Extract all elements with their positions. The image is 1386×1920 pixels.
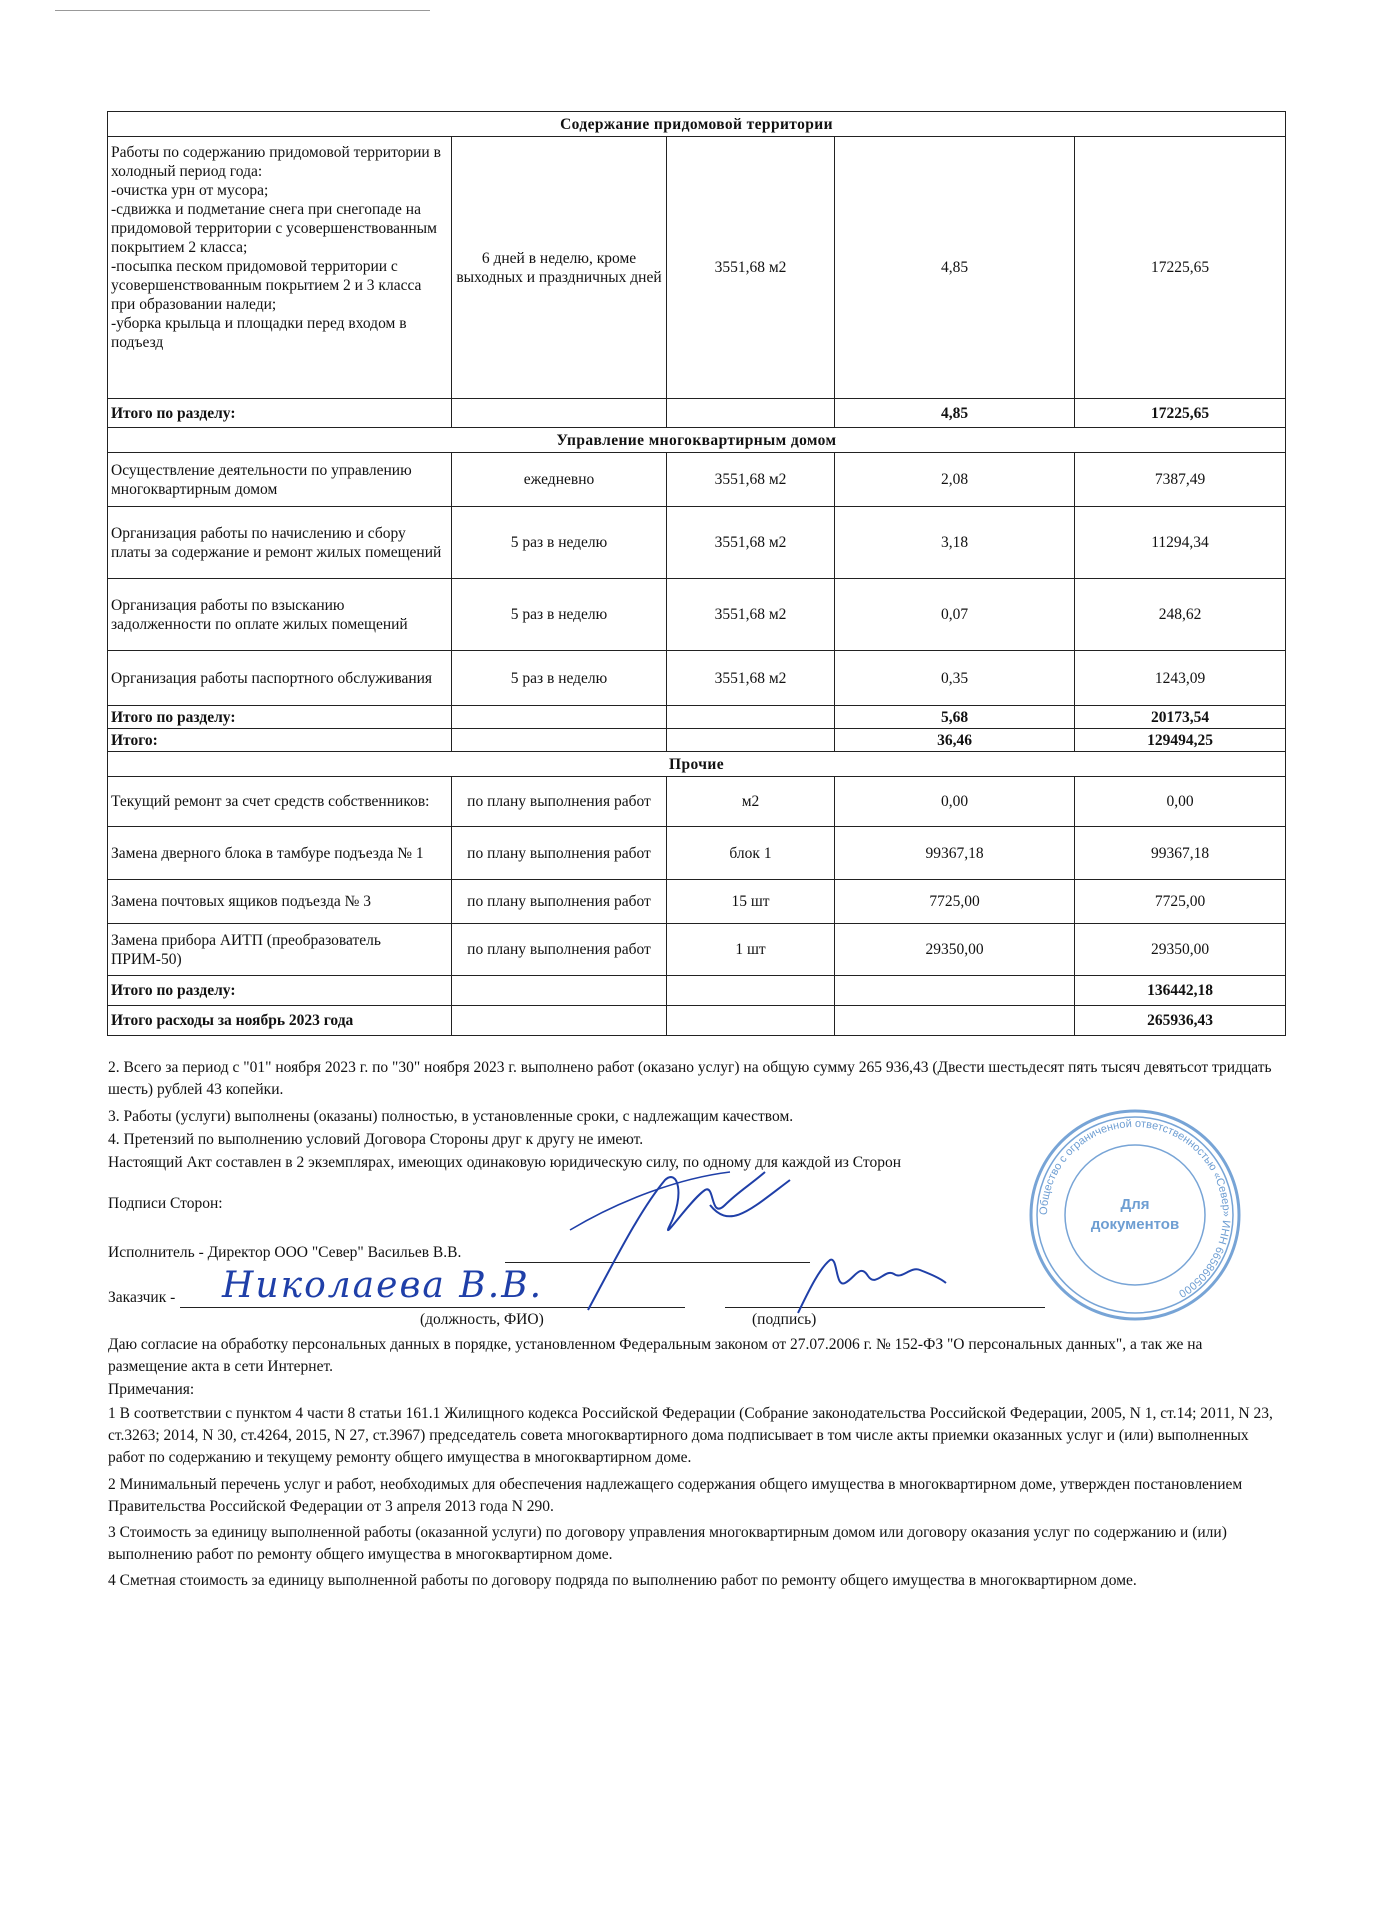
work-name: Организация работы паспортного обслуживания	[108, 651, 452, 706]
caption-position: (должность, ФИО)	[420, 1311, 544, 1328]
section-total-row	[108, 976, 1286, 1006]
note-1: 1 В соответствии с пунктом 4 части 8 статьи 161.1 Жилищного кодекса Российской Федерации (Собрание законодательства Российской Федерации, 2005, N 1, ст.14; 2011, N 23, ст.3263; 2014, N 30, ст.4264, 2015, N 27, ст.3967) председатель совета многоквартирного дома подписывает в том числе акты приемки оказанных услуг и (или) выполненных работ по содержанию и текущему ремонту общего имущества в многоквартирном доме.	[108, 1405, 1273, 1466]
section-total-row	[108, 399, 1286, 428]
customer-handwritten-name: Николаева В.В.	[222, 1265, 544, 1306]
work-rate: 7725,00	[835, 880, 1075, 924]
grand-total-sum: 129494,25	[1075, 729, 1286, 752]
table-row	[108, 880, 1286, 924]
consent-paragraph: Даю согласие на обработку персональных данных в порядке, установленном Федеральным законом от 27.07.2006 г. № 152-ФЗ "О персональных данных", а так же на размещение акта в сети Интернет.	[108, 1336, 1203, 1375]
quality-paragraph: 3. Работы (услуги) выполнены (оказаны) полностью, в установленные сроки, с надлежащим качеством.	[108, 1108, 794, 1125]
grand-total-rate: 36,46	[835, 729, 1075, 752]
total-sum: 20173,54	[1075, 706, 1286, 729]
section-title: Содержание придомовой территории	[108, 112, 1286, 137]
grand-total-row	[108, 729, 1286, 752]
work-frequency: 5 раз в неделю	[452, 651, 667, 706]
work-frequency: 6 дней в неделю, кроме выходных и праздничных дней	[452, 137, 667, 399]
work-area: 3551,68 м2	[667, 651, 835, 706]
total-rate: 4,85	[835, 399, 1075, 428]
total-amount-paragraph: 2. Всего за период с "01" ноября 2023 г. по "30" ноября 2023 г. выполнено работ (оказано услуг) на общую сумму 265 936,43 (Двести шестьдесят пять тысяч девятьсот тридцать шесть) рублей 43 копейки.	[108, 1059, 1272, 1098]
work-area: 1 шт	[667, 924, 835, 976]
work-rate: 0,35	[835, 651, 1075, 706]
work-sum: 1243,09	[1075, 651, 1286, 706]
work-sum: 248,62	[1075, 579, 1286, 651]
work-name: Текущий ремонт за счет средств собственников:	[108, 777, 452, 827]
work-area: м2	[667, 777, 835, 827]
company-stamp	[1025, 1105, 1245, 1325]
work-rate: 3,18	[835, 507, 1075, 579]
table-row	[108, 827, 1286, 880]
section-title: Прочие	[108, 752, 1286, 777]
no-claims-paragraph: 4. Претензий по выполнению условий Договора Стороны друг к другу не имеют.	[108, 1131, 644, 1148]
total-sum: 17225,65	[1075, 399, 1286, 428]
stamp-text-2: документов	[1090, 1216, 1180, 1233]
work-area: 3551,68 м2	[667, 137, 835, 399]
table-row	[108, 777, 1286, 827]
table-row	[108, 453, 1286, 507]
work-frequency: 5 раз в неделю	[452, 507, 667, 579]
work-rate: 99367,18	[835, 827, 1075, 880]
notes-heading: Примечания:	[108, 1381, 195, 1398]
table-row	[108, 137, 1286, 399]
work-rate: 0,00	[835, 777, 1075, 827]
month-total-label: Итого расходы за ноябрь 2023 года	[108, 1006, 452, 1036]
top-rule	[55, 10, 430, 11]
work-sum: 0,00	[1075, 777, 1286, 827]
work-frequency: по плану выполнения работ	[452, 777, 667, 827]
work-sum: 11294,34	[1075, 507, 1286, 579]
work-sum: 29350,00	[1075, 924, 1286, 976]
work-frequency: ежедневно	[452, 453, 667, 507]
section-header	[108, 428, 1286, 453]
work-rate: 29350,00	[835, 924, 1075, 976]
total-rate: 5,68	[835, 706, 1075, 729]
table-row	[108, 651, 1286, 706]
total-label: Итого по разделу:	[108, 706, 452, 729]
total-sum: 136442,18	[1075, 976, 1286, 1006]
month-total-row	[108, 1006, 1286, 1036]
executor-signature	[560, 1160, 820, 1315]
work-name: Замена прибора АИТП (преобразователь ПРИМ-50)	[108, 924, 452, 976]
work-rate: 4,85	[835, 137, 1075, 399]
work-frequency: по плану выполнения работ	[452, 924, 667, 976]
note-3: 3 Стоимость за единицу выполненной работы (оказанной услуги) по договору управления многоквартирным домом или договору оказания услуг по содержанию и (или) выполнению работ по ремонту общего имущества в многоквартирном доме.	[108, 1524, 1227, 1563]
grand-total-label: Итого:	[108, 729, 452, 752]
customer-label: Заказчик -	[108, 1289, 176, 1306]
work-sum: 17225,65	[1075, 137, 1286, 399]
work-rate: 2,08	[835, 453, 1075, 507]
stamp-text-1: Для	[1120, 1196, 1150, 1213]
table-row	[108, 507, 1286, 579]
work-sum: 7387,49	[1075, 453, 1286, 507]
section-total-row	[108, 706, 1286, 729]
work-area: 15 шт	[667, 880, 835, 924]
work-name: Замена почтовых ящиков подъезда № 3	[108, 880, 452, 924]
customer-signature	[790, 1248, 950, 1318]
signatures-heading: Подписи Сторон:	[108, 1195, 223, 1212]
section-header	[108, 112, 1286, 137]
executor-line: Исполнитель - Директор ООО "Север" Васильев В.В.	[108, 1244, 462, 1261]
note-4: 4 Сметная стоимость за единицу выполненной работы по договору подряда по выполнению работ по ремонту общего имущества в многоквартирном доме.	[108, 1572, 1137, 1589]
table-row	[108, 579, 1286, 651]
work-name: Организация работы по начислению и сбору платы за содержание и ремонт жилых помещений	[108, 507, 452, 579]
work-sum: 7725,00	[1075, 880, 1286, 924]
work-name: Организация работы по взысканию задолженности по оплате жилых помещений	[108, 579, 452, 651]
work-area: 3551,68 м2	[667, 453, 835, 507]
work-frequency: по плану выполнения работ	[452, 827, 667, 880]
section-header	[108, 752, 1286, 777]
work-area: 3551,68 м2	[667, 507, 835, 579]
work-frequency: 5 раз в неделю	[452, 579, 667, 651]
caption-signature: (подпись)	[752, 1311, 817, 1328]
copies-paragraph: Настоящий Акт составлен в 2 экземплярах, имеющих одинаковую юридическую силу, по одному для каждой из Сторон	[108, 1154, 902, 1171]
services-table	[107, 111, 1286, 1036]
work-frequency: по плану выполнения работ	[452, 880, 667, 924]
work-name: Замена дверного блока в тамбуре подъезда № 1	[108, 827, 452, 880]
work-sum: 99367,18	[1075, 827, 1286, 880]
work-area: блок 1	[667, 827, 835, 880]
note-2: 2 Минимальный перечень услуг и работ, необходимых для обеспечения надлежащего содержания общего имущества в многоквартирном доме, утвержден постановлением Правительства Российской Федерации от 3 апреля 2013 года N 290.	[108, 1476, 1243, 1515]
work-name: Работы по содержанию придомовой территории в холодный период года: -очистка урн от мусора; -сдвижка и подметание снега при снегопаде на придомовой территории с усовершенствованным покрытием 2 класса; -посыпка песком придомовой территории с усовершенствованным покрытием 2 и 3 класса при образовании наледи; -уборка крыльца и площадки перед входом в подъезд	[108, 137, 452, 399]
section-title: Управление многоквартирным домом	[108, 428, 1286, 453]
work-rate: 0,07	[835, 579, 1075, 651]
month-total-sum: 265936,43	[1075, 1006, 1286, 1036]
work-area: 3551,68 м2	[667, 579, 835, 651]
svg-text:Общество с ограниченной ответс: Общество с ограниченной ответственностью «Север» ИНН 6658605000	[1037, 1117, 1233, 1300]
total-label: Итого по разделу:	[108, 976, 452, 1006]
table-row	[108, 924, 1286, 976]
total-label: Итого по разделу:	[108, 399, 452, 428]
work-name: Осуществление деятельности по управлению многоквартирным домом	[108, 453, 452, 507]
